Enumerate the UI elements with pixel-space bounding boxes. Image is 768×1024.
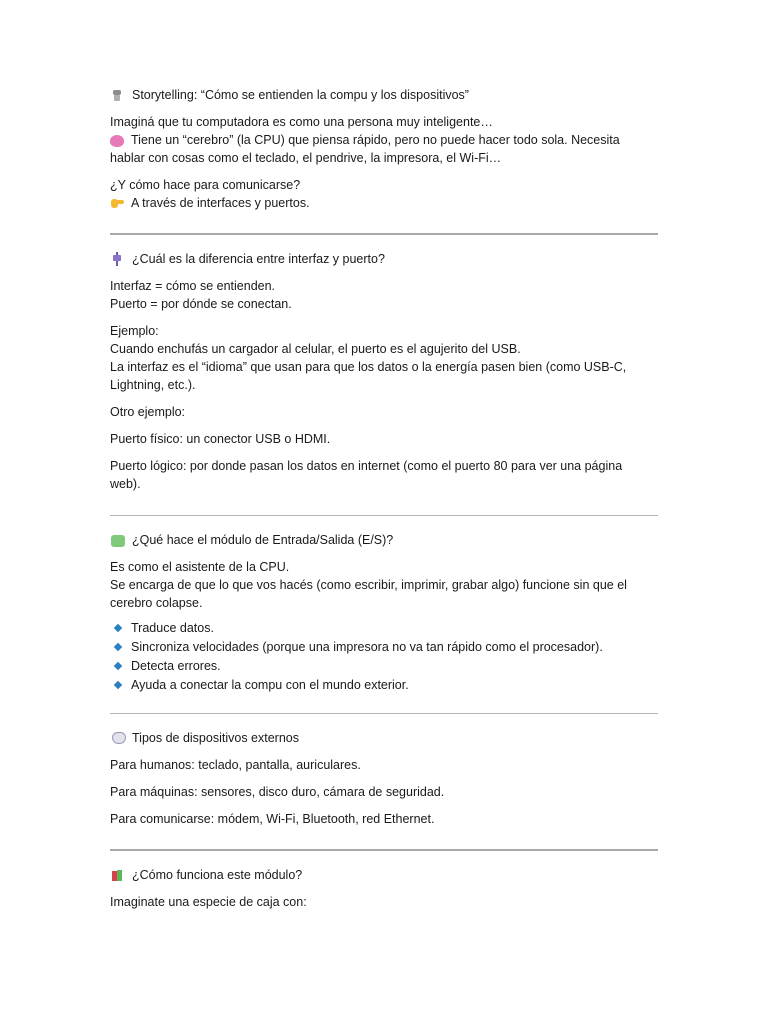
list-item-text: Detecta errores. [131,658,221,673]
list-item [110,618,658,637]
section-modulo-es-title: ¿Qué hace el módulo de Entrada/Salida (E/S)? [132,533,394,547]
document-content [110,86,658,911]
paragraph: Otro ejemplo: [110,405,186,419]
section-funcionamiento-heading [110,866,658,884]
bullet-diamond-icon [114,661,122,669]
paragraph: Para máquinas: sensores, disco duro, cámara de seguridad. [110,785,445,799]
section-dispositivos-heading [110,729,658,747]
paragraph: La interfaz es el “idioma” que usan para que los datos o la energía pasen bien (como USB-C, [110,360,627,374]
paragraph: Puerto físico: un conector USB o HDMI. [110,432,331,446]
section-storytelling-title: Storytelling: “Cómo se entienden la compu y los dispositivos” [132,88,469,102]
paragraph: Imaginá que tu computadora es como una persona muy inteligente… [110,115,493,129]
plug-icon [110,252,124,266]
paragraph: Puerto lógico: por donde pasan los datos en internet (como el puerto 80 para ver una página [110,459,623,473]
paragraph: Interfaz = cómo se entienden. [110,279,276,293]
list-item-text: Sincroniza velocidades (porque una impresora no va tan rápido como el procesador). [131,639,603,654]
paragraph: Ejemplo: [110,324,159,338]
paragraph: Imaginate una especie de caja con: [110,895,307,909]
robot-icon [110,88,124,102]
paragraph: Para humanos: teclado, pantalla, auriculares. [110,758,361,772]
paragraph: Puerto = por dónde se conectan. [110,297,292,311]
section-modulo-es-heading [110,531,658,549]
section-interfaz-heading [110,250,658,268]
puzzle-icon [111,535,125,547]
bullet-diamond-icon [114,623,122,631]
brain-icon [110,135,124,147]
section-dispositivos-title: Tipos de dispositivos externos [132,731,299,745]
mouse-icon [112,732,126,744]
paragraph-text: Tiene un “cerebro” (la CPU) que piensa rápido, pero no puede hacer todo sola. Necesita [131,133,620,147]
section-funcionamiento-title: ¿Cómo funciona este módulo? [132,868,303,882]
list-item [110,637,658,656]
paragraph: Para comunicarse: módem, Wi-Fi, Bluetooth, red Ethernet. [110,812,435,826]
paragraph [110,131,658,149]
paragraph: Cuando enchufás un cargador al celular, el puerto es el agujerito del USB. [110,342,521,356]
list-item [110,656,658,675]
bullet-diamond-icon [114,680,122,688]
list-item [110,675,658,694]
paragraph: Es como el asistente de la CPU. [110,560,290,574]
section-interfaz-title: ¿Cuál es la diferencia entre interfaz y puerto? [132,252,385,266]
paragraph [110,194,658,212]
paragraph: cerebro colapse. [110,596,203,610]
bullet-diamond-icon [114,642,122,650]
paragraph: Se encarga de que lo que vos hacés (como escribir, imprimir, grabar algo) funcione sin que el [110,578,627,592]
list-item-text: Ayuda a conectar la compu con el mundo exterior. [131,677,409,692]
paragraph: Lightning, etc.). [110,378,196,392]
bullet-list [110,618,658,694]
battery-box-icon [110,868,124,882]
paragraph-text: A través de interfaces y puertos. [131,196,310,210]
paragraph: ¿Y cómo hace para comunicarse? [110,178,301,192]
list-item-text: Traduce datos. [131,620,214,635]
paragraph: hablar con cosas como el teclado, el pendrive, la impresora, el Wi-Fi… [110,151,502,165]
paragraph: web). [110,477,141,491]
section-storytelling-heading [110,86,658,104]
pointing-hand-icon [110,195,124,209]
